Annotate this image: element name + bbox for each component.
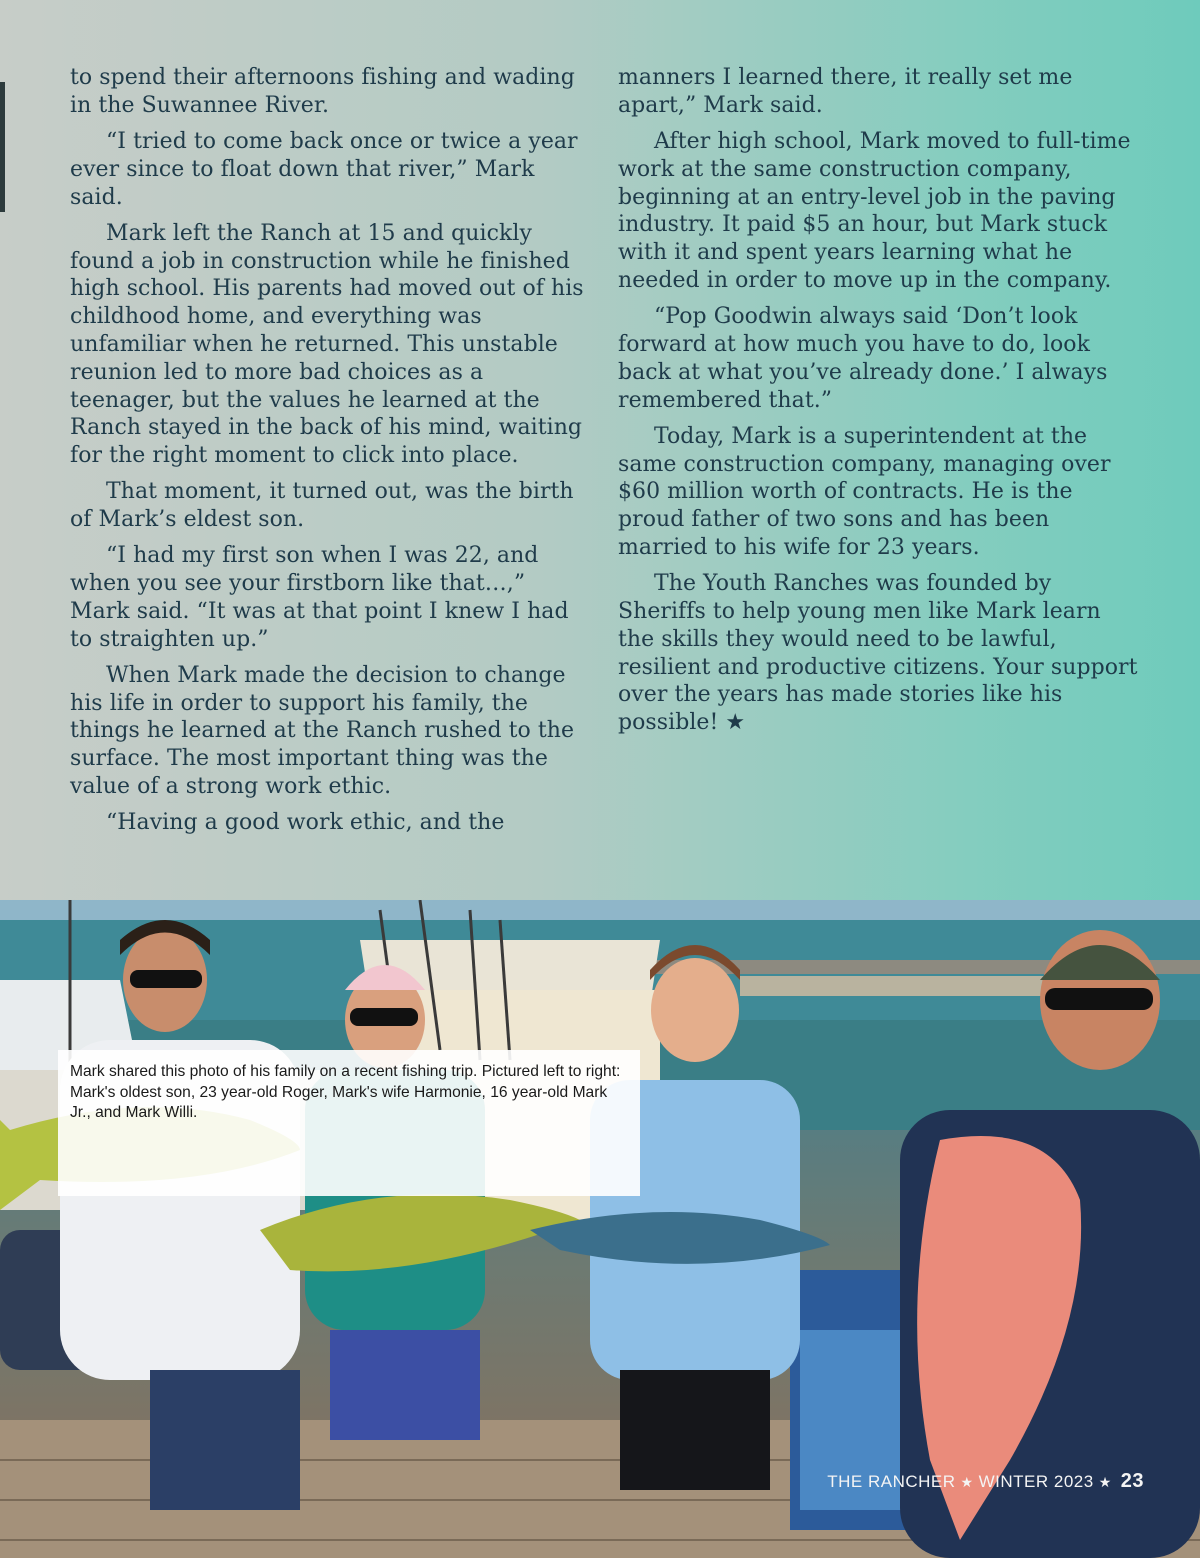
issue-name: WINTER 2023 <box>978 1472 1094 1491</box>
article-paragraph: Mark left the Ranch at 15 and quickly found a job in construction while he finished high school. His parents had moved out of his childhood home, and everything was unfamiliar when he returned. This unstable reunion led to more bad choices as a teenager, but the values he learned at the Ranch stayed in the back of his mind, waiting for the right moment to click into place. <box>70 220 584 469</box>
article-paragraph: “Having a good work ethic, and the <box>106 810 505 836</box>
article-paragraph: manners I learned there, it really set me apart,” Mark said. <box>618 65 1073 118</box>
article-paragraph: “I had my first son when I was 22, and when you see your firstborn like that…,” Mark said. “It was at that point I knew I had to straighten up.” <box>70 543 569 652</box>
star-separator: ★ <box>960 1474 974 1490</box>
article-paragraph: When Mark made the decision to change his life in order to support his family, the things he learned at the Ranch rushed to the surface. The most important thing was the value of a strong work ethic. <box>70 662 575 800</box>
article-paragraph: Today, Mark is a superintendent at the same construction company, managing over $60 million worth of contracts. He is the proud father of two sons and has been married to his wife for 23 years. <box>618 423 1111 560</box>
page-footer <box>814 1470 1144 1493</box>
publication-name: THE RANCHER <box>827 1472 956 1491</box>
binding-edge <box>0 82 5 212</box>
article-paragraph: The Youth Ranches was founded by Sheriffs to help young men like Mark learn the skills they would need to be lawful, resilient and productive citizens. Your support over the years has made stories like his possible! ★ <box>618 571 1138 736</box>
article-paragraph: “Pop Goodwin always said ‘Don’t look forward at how much you have to do, look back at what you’ve already done.’ I always remembered that.” <box>618 304 1108 413</box>
article-paragraph: to spend their afternoons fishing and wading in the Suwannee River. <box>70 65 575 118</box>
article-paragraph: “I tried to come back once or twice a year ever since to float down that river,” Mark said. <box>70 128 578 210</box>
photo-caption: Mark shared this photo of his family on a recent fishing trip. Pictured left to right: Mark's oldest son, 23 year-old Roger, Mark's wife Harmonie, 16 year-old Mark Jr., and Mark Willi. <box>70 1063 621 1122</box>
family-fishing-photo <box>0 900 1200 1558</box>
article-column-left <box>70 64 590 845</box>
article-paragraph: After high school, Mark moved to full-time work at the same construction company, beginning at an entry-level job in the paving industry. It paid $5 an hour, but Mark stuck with it and spent years learning what he needed in order to move up in the company. <box>618 128 1131 293</box>
photo-illustration <box>0 900 1200 1558</box>
page-number: 23 <box>1120 1470 1144 1492</box>
article-column-right <box>618 64 1138 745</box>
photo-caption-box <box>58 1050 640 1196</box>
star-separator: ★ <box>1098 1474 1112 1490</box>
article-paragraph: That moment, it turned out, was the birth of Mark’s eldest son. <box>70 479 574 533</box>
